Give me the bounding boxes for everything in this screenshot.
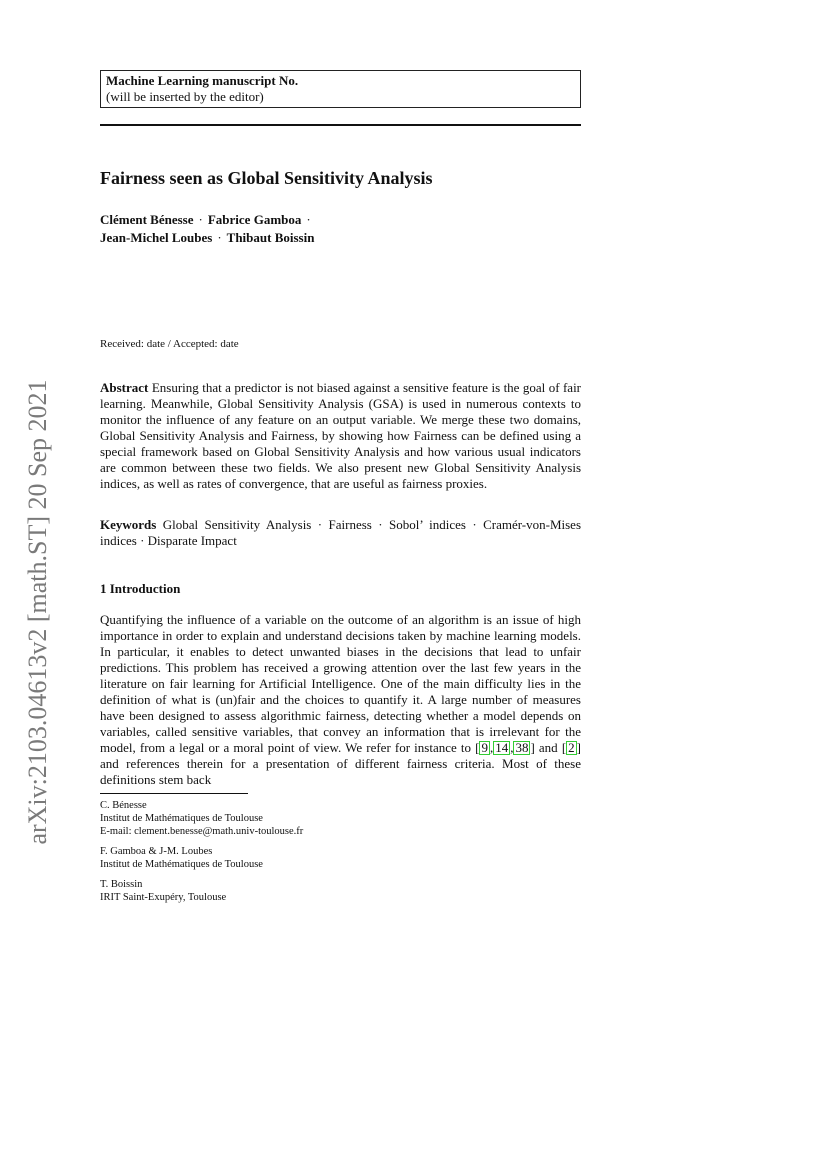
affiliation-footnotes bbox=[100, 799, 303, 911]
arxiv-identifier: arXiv:2103.04613v2 [math.ST] 20 Sep 2021 bbox=[23, 379, 52, 845]
received-dates: Received: date / Accepted: date bbox=[100, 338, 239, 350]
keywords-text: Global Sensitivity Analysis · Fairness · Sobol’ indices · Cramér-von-Mises indices · Disparate Impact bbox=[100, 517, 582, 548]
affiliation-institute: Institut de Mathématiques de Toulouse bbox=[100, 859, 263, 870]
section-title: Introduction bbox=[109, 581, 181, 596]
introduction-paragraph: Quantifying the influence of a variable on the outcome of an algorithm is an issue of high importance in order to explain and understand decisions taken by machine learning models. In particular, it enables to detect unwanted biases in the decisions that lead to unfair predictions. This problem has received a growing attention over the last few years in the literature on fair learning for Artificial Intelligence. One of the main difficulty lies in the definition of what is (un)fair and the choices to quantify it. A large number of measures have been designed to assess algorithmic fairness, detecting whether a model depends on variables, called sensitive variables, that convey an information that is irrelevant for the model, from a legal or a moral point of view. We refer for instance to [ 9 , 14 , 38 ] and [ 2 ] and references therein for a presentation of different fairness criteria. Most of these definitions stem back bbox=[100, 612, 581, 787]
intro-text: and references therein for a presentation of different fairness criteria. Most of these definitions stem back bbox=[100, 756, 581, 787]
affiliation-group bbox=[100, 845, 303, 871]
author-line-1 bbox=[100, 211, 316, 229]
footnote-rule bbox=[100, 793, 248, 794]
author-name: Fabrice Gamboa bbox=[207, 212, 302, 227]
author-line-2 bbox=[100, 229, 316, 247]
journal-line: Machine Learning manuscript No. bbox=[106, 73, 299, 88]
editor-note: (will be inserted by the editor) bbox=[106, 89, 264, 104]
intro-text: Quantifying the influence of a variable on the outcome of an algorithm is an issue of high importance in order to explain and understand decisions taken by machine learning models. In particular, it enables to detect unwanted biases in the decisions that lead to unfair predictions. This problem has received a growing attention over the last few years in the literature on fair learning for Artificial Intelligence. One of the main difficulty lies in the definition of what is (un)fair and the choices to quantify it. A large number of measures have been designed to assess algorithmic fairness, detecting whether a model depends on variables, called sensitive variables, that convey an information that is irrelevant for the model, from a legal or a moral point of view. We refer for instance to bbox=[100, 612, 581, 755]
paper-title: Fairness seen as Global Sensitivity Analysis bbox=[100, 168, 433, 188]
author-separator: · bbox=[306, 212, 311, 227]
affiliation-name: T. Boissin bbox=[100, 879, 143, 890]
affiliation-name: C. Bénesse bbox=[100, 800, 147, 811]
keywords-label: Keywords bbox=[100, 517, 157, 532]
author-name: Clément Bénesse bbox=[100, 212, 194, 227]
citation-link[interactable]: 14 bbox=[495, 740, 509, 755]
affiliation-email: E-mail: clement.benesse@math.univ-toulouse.fr bbox=[100, 826, 304, 837]
affiliation-group bbox=[100, 878, 303, 904]
intro-text: and bbox=[534, 740, 562, 755]
section-number: 1 bbox=[100, 581, 107, 596]
affiliation-institute: IRIT Saint-Exupéry, Toulouse bbox=[100, 892, 227, 903]
section-heading bbox=[100, 581, 180, 597]
affiliation-institute: Institut de Mathématiques de Toulouse bbox=[100, 813, 263, 824]
citation-link[interactable]: 9 bbox=[481, 740, 488, 755]
abstract bbox=[100, 380, 581, 492]
affiliation-name: F. Gamboa & J-M. Loubes bbox=[100, 846, 213, 857]
author-separator: · bbox=[217, 230, 222, 245]
abstract-text: Ensuring that a predictor is not biased against a sensitive feature is the goal of fair learning. Meanwhile, Global Sensitivity Analysis (GSA) is used in numerous contexts to monitor the influence of any feature on an output variable. We merge these two domains, Global Sensitivity Analysis and Fairness, by showing how Fairness can be defined using a special framework based on Global Sensitivity Analysis and how various usual indicators are common between these two fields. We also present new Global Sensitivity Analysis indices, as well as rates of convergence, that are useful as fairness proxies. bbox=[100, 380, 582, 491]
editor-box bbox=[100, 70, 581, 108]
author-list bbox=[100, 211, 316, 247]
abstract-label: Abstract bbox=[100, 380, 149, 395]
title-rule bbox=[100, 124, 581, 126]
citation-link[interactable]: 38 bbox=[515, 740, 529, 755]
affiliation-group bbox=[100, 799, 303, 838]
author-name: Thibaut Boissin bbox=[226, 230, 315, 245]
keywords bbox=[100, 517, 581, 549]
author-name: Jean-Michel Loubes bbox=[100, 230, 213, 245]
author-separator: · bbox=[198, 212, 203, 227]
citation-link[interactable]: 2 bbox=[568, 740, 575, 755]
